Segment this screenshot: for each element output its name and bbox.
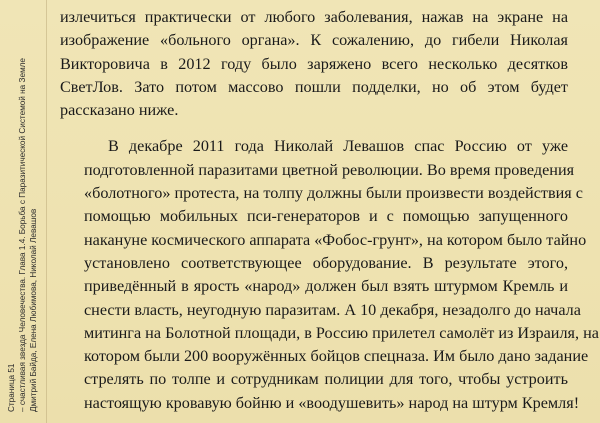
running-header-vertical — [6, 12, 42, 412]
text-line: накануне космического аппарата «Фобос-грунт», на котором было тайно — [84, 230, 587, 249]
text-line: «болотного» протеста, на толпу должны были произвести воздействия с — [84, 184, 583, 203]
paragraph-1 — [60, 6, 568, 122]
running-header-page-number: Страница 51 — [7, 363, 16, 412]
text-line: снести власть, неугодную паразитам. А 10 декабря, незадолго до начала — [84, 300, 581, 319]
text-line: установлено соответствующее оборудование. В результате этого, — [84, 253, 568, 272]
text-line: стрелять по толпе и сотрудникам полиции для того, чтобы устроить — [84, 370, 568, 389]
running-header-chapter: – счастливая звезда Человечества. Глава 1.4. Борьба с Паразитической Системой на Земле — [18, 58, 27, 412]
text-line: изображение «больного органа». К сожалению, до гибели Николая — [60, 31, 568, 50]
text-line: настоящую кровавую бойню и «воодушевить» народ на штурм Кремля! — [84, 393, 580, 412]
margin-divider — [46, 0, 47, 423]
text-line: митинга на Болотной площади, в Россию прилетел самолёт из Израиля, на — [84, 323, 599, 342]
text-line: СветЛов. Зато потом массово пошли подделки, но об этом будет — [60, 77, 568, 96]
text-line: подготовленной паразитами цветной революции. Во время проведения — [84, 160, 575, 179]
text-line: Викторовича в 2012 году было заряжено всего несколько десятков — [60, 54, 568, 73]
text-line: рассказано ниже. — [60, 101, 179, 120]
text-line: помощью мобильных пси-генераторов и с помощью запущенного — [84, 207, 568, 226]
text-line: В декабре 2011 года Николай Левашов спас Россию от уже — [108, 137, 568, 156]
text-line: котором были 200 вооружённых бойцов спецназа. Им было дано задание — [84, 347, 589, 366]
paragraph-2 — [60, 135, 599, 415]
body-text — [60, 6, 599, 415]
text-line: излечиться практически от любого заболевания, нажав на экране на — [60, 8, 568, 26]
running-header-authors: Дмитрий Байда, Елена Любимова, Николай Левашов — [29, 208, 38, 412]
text-line: приведённый в ярость «народ» должен был взять штурмом Кремль и — [84, 277, 568, 296]
